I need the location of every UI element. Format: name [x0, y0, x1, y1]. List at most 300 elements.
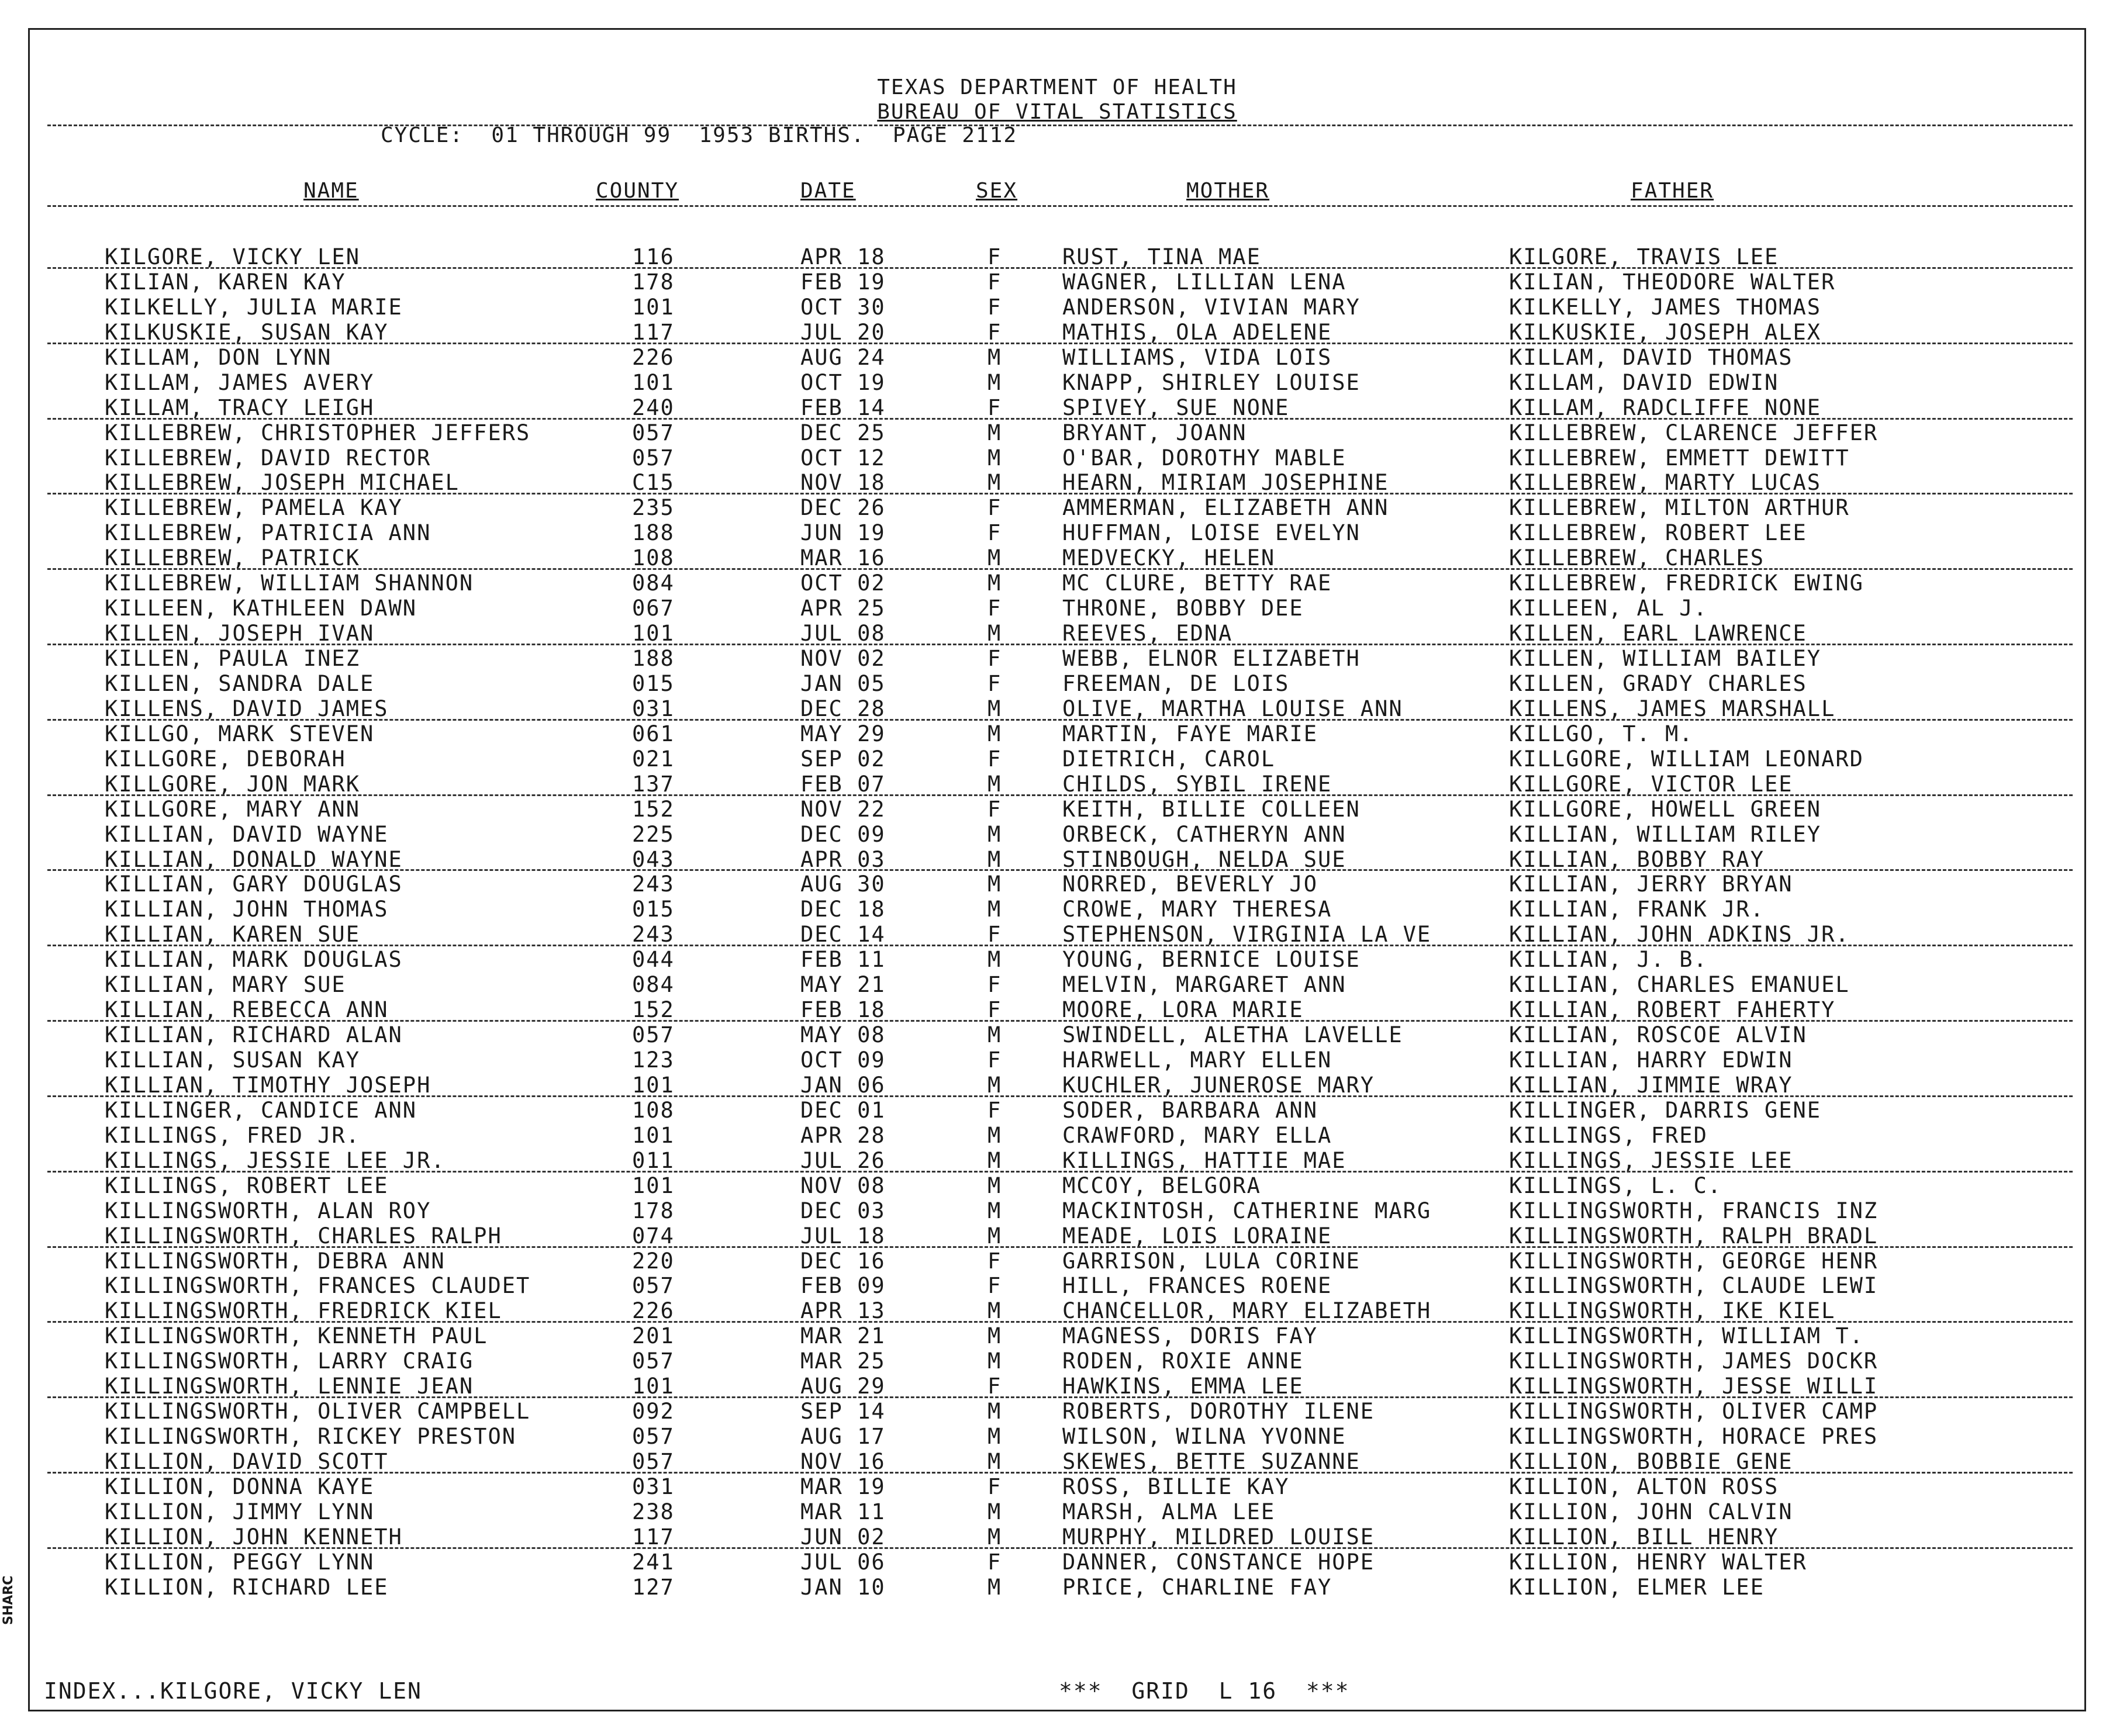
record-name: KILLION, DAVID SCOTT — [105, 1449, 389, 1474]
record-sex: M — [988, 1072, 1002, 1098]
record-county: 117 — [632, 1524, 675, 1550]
record-row — [30, 1149, 2084, 1174]
record-date: APR 13 — [800, 1298, 886, 1324]
record-date: MAR 21 — [800, 1323, 886, 1349]
record-mother: MC CLURE, BETTY RAE — [1062, 570, 1332, 596]
record-date: APR 25 — [800, 596, 886, 621]
record-mother: SPIVEY, SUE NONE — [1062, 395, 1290, 420]
record-county: 015 — [632, 670, 675, 696]
record-name: KILKELLY, JULIA MARIE — [105, 294, 403, 320]
record-mother: MATHIS, OLA ADELENE — [1062, 319, 1332, 345]
record-date: JUN 19 — [800, 520, 886, 546]
record-date: DEC 25 — [800, 420, 886, 445]
record-row — [30, 722, 2084, 747]
record-name: KILLEEN, KATHLEEN DAWN — [105, 596, 417, 621]
record-county: 021 — [632, 746, 675, 772]
record-mother: HEARN, MIRIAM JOSEPHINE — [1062, 470, 1389, 496]
record-name: KILLINGSWORTH, LENNIE JEAN — [105, 1374, 474, 1399]
record-county: 152 — [632, 997, 675, 1023]
record-name: KILLEBREW, WILLIAM SHANNON — [105, 570, 474, 596]
record-mother: ROSS, BILLIE KAY — [1062, 1474, 1290, 1499]
record-sex: M — [988, 545, 1002, 571]
record-row — [30, 270, 2084, 295]
record-row — [30, 1575, 2084, 1600]
record-date: DEC 26 — [800, 495, 886, 521]
record-row — [30, 621, 2084, 646]
record-county: 061 — [632, 721, 675, 746]
record-date: MAR 11 — [800, 1499, 886, 1524]
record-mother: HUFFMAN, LOISE EVELYN — [1062, 520, 1361, 546]
record-mother: FREEMAN, DE LOIS — [1062, 670, 1290, 696]
record-father: KILLINGER, DARRIS GENE — [1509, 1097, 1822, 1123]
record-date: JAN 10 — [800, 1574, 886, 1600]
record-father: KILLIAN, WILLIAM RILEY — [1509, 821, 1822, 847]
record-county: 057 — [632, 1449, 675, 1474]
record-name: KILLIAN, TIMOTHY JOSEPH — [105, 1072, 431, 1098]
record-name: KILLIAN, MARK DOUGLAS — [105, 947, 403, 973]
record-county: 084 — [632, 570, 675, 596]
record-mother: BRYANT, JOANN — [1062, 420, 1247, 445]
record-date: APR 28 — [800, 1122, 886, 1148]
record-row — [30, 446, 2084, 471]
record-name: KILLION, PEGGY LYNN — [105, 1549, 375, 1575]
record-date: MAY 08 — [800, 1022, 886, 1048]
record-father: KILLINGSWORTH, RALPH BRADL — [1509, 1223, 1879, 1249]
record-sex: M — [988, 696, 1002, 721]
record-date: JUL 20 — [800, 319, 886, 345]
record-sex: M — [988, 1348, 1002, 1374]
record-row — [30, 496, 2084, 521]
record-mother: STEPHENSON, VIRGINIA LA VE — [1062, 922, 1432, 947]
record-sex: M — [988, 1198, 1002, 1223]
record-row — [30, 571, 2084, 596]
record-row — [30, 421, 2084, 446]
record-name: KILLEBREW, PATRICK — [105, 545, 360, 571]
record-father: KILLEBREW, ROBERT LEE — [1509, 520, 1807, 546]
record-name: KILLINGSWORTH, FRANCES CLAUDET — [105, 1273, 531, 1299]
record-row — [30, 1274, 2084, 1299]
record-row — [30, 295, 2084, 320]
record-row — [30, 797, 2084, 822]
record-sex: M — [988, 1449, 1002, 1474]
record-mother: CHANCELLOR, MARY ELIZABETH — [1062, 1298, 1432, 1324]
grid-footer: *** GRID L 16 *** — [1059, 1678, 1350, 1704]
record-date: NOV 16 — [800, 1449, 886, 1474]
record-sex: M — [988, 846, 1002, 872]
record-sex: F — [988, 670, 1002, 696]
record-name: KILLGORE, JON MARK — [105, 771, 360, 797]
record-sex: M — [988, 771, 1002, 797]
record-row — [30, 345, 2084, 371]
record-mother: SWINDELL, ALETHA LAVELLE — [1062, 1022, 1403, 1048]
record-name: KILLION, JOHN KENNETH — [105, 1524, 403, 1550]
record-county: 117 — [632, 319, 675, 345]
record-father: KILLINGSWORTH, JAMES DOCKR — [1509, 1348, 1879, 1374]
record-name: KILLGO, MARK STEVEN — [105, 721, 375, 746]
record-row — [30, 973, 2084, 998]
record-father: KILLINGSWORTH, CLAUDE LEWI — [1509, 1273, 1879, 1299]
record-county: 225 — [632, 821, 675, 847]
record-sex: M — [988, 1574, 1002, 1600]
record-sex: M — [988, 1499, 1002, 1524]
record-name: KILLINGS, FRED JR. — [105, 1122, 360, 1148]
record-mother: SKEWES, BETTE SUZANNE — [1062, 1449, 1361, 1474]
record-father: KILLIAN, HARRY EDWIN — [1509, 1047, 1793, 1073]
record-name: KILLION, RICHARD LEE — [105, 1574, 389, 1600]
record-father: KILLGO, T. M. — [1509, 721, 1694, 746]
record-county: 127 — [632, 1574, 675, 1600]
record-mother: DANNER, CONSTANCE HOPE — [1062, 1549, 1375, 1575]
record-father: KILLAM, DAVID THOMAS — [1509, 344, 1793, 370]
record-name: KILKUSKIE, SUSAN KAY — [105, 319, 389, 345]
record-mother: MEADE, LOIS LORAINE — [1062, 1223, 1332, 1249]
record-name: KILLINGSWORTH, OLIVER CAMPBELL — [105, 1399, 531, 1424]
record-row — [30, 245, 2084, 270]
record-mother: CROWE, MARY THERESA — [1062, 897, 1332, 922]
record-county: 101 — [632, 1374, 675, 1399]
record-name: KILLINGSWORTH, LARRY CRAIG — [105, 1348, 474, 1374]
record-date: FEB 09 — [800, 1273, 886, 1299]
record-date: NOV 22 — [800, 796, 886, 822]
record-date: JUL 06 — [800, 1549, 886, 1575]
record-row — [30, 1023, 2084, 1048]
record-father: KILLAM, RADCLIFFE NONE — [1509, 395, 1822, 420]
record-county: 043 — [632, 846, 675, 872]
record-county: 178 — [632, 1198, 675, 1223]
record-father: KILLIAN, CHARLES EMANUEL — [1509, 972, 1850, 998]
record-county: 084 — [632, 972, 675, 998]
record-county: 188 — [632, 520, 675, 546]
record-county: 031 — [632, 696, 675, 721]
record-father: KILGORE, TRAVIS LEE — [1509, 244, 1779, 269]
record-row — [30, 1098, 2084, 1123]
record-county: 108 — [632, 1097, 675, 1123]
record-county: 057 — [632, 1022, 675, 1048]
record-row — [30, 1224, 2084, 1249]
record-county: 101 — [632, 1173, 675, 1198]
record-row — [30, 546, 2084, 571]
record-father: KILLION, JOHN CALVIN — [1509, 1499, 1793, 1524]
record-father: KILLEBREW, EMMETT DEWITT — [1509, 445, 1850, 471]
record-mother: MOORE, LORA MARIE — [1062, 997, 1304, 1023]
record-row — [30, 1349, 2084, 1374]
record-county: 057 — [632, 1348, 675, 1374]
record-row — [30, 922, 2084, 947]
record-date: DEC 03 — [800, 1198, 886, 1223]
record-county: 092 — [632, 1399, 675, 1424]
record-date: APR 18 — [800, 244, 886, 269]
record-mother: WEBB, ELNOR ELIZABETH — [1062, 646, 1361, 671]
record-sex: F — [988, 1474, 1002, 1499]
record-date: NOV 18 — [800, 470, 886, 496]
record-name: KILLAM, TRACY LEIGH — [105, 395, 375, 420]
record-name: KILLEBREW, PAMELA KAY — [105, 495, 403, 521]
record-date: DEC 09 — [800, 821, 886, 847]
record-row — [30, 1525, 2084, 1550]
record-name: KILLEBREW, DAVID RECTOR — [105, 445, 431, 471]
record-name: KILLIAN, SUSAN KAY — [105, 1047, 360, 1073]
record-row — [30, 521, 2084, 546]
record-sex: M — [988, 445, 1002, 471]
record-sex: F — [988, 1273, 1002, 1299]
record-name: KILLEN, SANDRA DALE — [105, 670, 375, 696]
record-row — [30, 897, 2084, 922]
record-sex: M — [988, 947, 1002, 973]
record-mother: THRONE, BOBBY DEE — [1062, 596, 1304, 621]
record-name: KILIAN, KAREN KAY — [105, 269, 346, 295]
record-county: 057 — [632, 1424, 675, 1450]
record-date: JUL 18 — [800, 1223, 886, 1249]
record-county: 116 — [632, 244, 675, 269]
record-sex: M — [988, 897, 1002, 922]
record-name: KILLINGSWORTH, DEBRA ANN — [105, 1248, 446, 1274]
record-date: SEP 02 — [800, 746, 886, 772]
record-sex: M — [988, 721, 1002, 746]
record-mother: NORRED, BEVERLY JO — [1062, 872, 1318, 897]
record-name: KILLIAN, KAREN SUE — [105, 922, 360, 947]
record-mother: AMMERMAN, ELIZABETH ANN — [1062, 495, 1389, 521]
record-father: KILLIAN, ROBERT FAHERTY — [1509, 997, 1836, 1023]
record-date: APR 03 — [800, 846, 886, 872]
record-date: DEC 01 — [800, 1097, 886, 1123]
record-sex: F — [988, 495, 1002, 521]
record-father: KILLAM, DAVID EDWIN — [1509, 369, 1779, 395]
record-row — [30, 1374, 2084, 1399]
record-county: 152 — [632, 796, 675, 822]
record-father: KILLGORE, WILLIAM LEONARD — [1509, 746, 1864, 772]
record-county: 226 — [632, 344, 675, 370]
record-mother: ORBECK, CATHERYN ANN — [1062, 821, 1346, 847]
record-sex: M — [988, 1173, 1002, 1198]
record-date: NOV 02 — [800, 646, 886, 671]
record-father: KILLGORE, VICTOR LEE — [1509, 771, 1793, 797]
record-county: 123 — [632, 1047, 675, 1073]
record-mother: PRICE, CHARLINE FAY — [1062, 1574, 1332, 1600]
column-header-county: COUNTY — [596, 179, 679, 203]
record-sex: M — [988, 1524, 1002, 1550]
record-date: DEC 16 — [800, 1248, 886, 1274]
record-county: 101 — [632, 621, 675, 646]
record-father: KILLIAN, JERRY BRYAN — [1509, 872, 1793, 897]
record-sex: M — [988, 1424, 1002, 1450]
record-county: 101 — [632, 294, 675, 320]
record-name: KILLINGS, ROBERT LEE — [105, 1173, 389, 1198]
record-father: KILLGORE, HOWELL GREEN — [1509, 796, 1822, 822]
record-date: JUN 02 — [800, 1524, 886, 1550]
record-mother: YOUNG, BERNICE LOUISE — [1062, 947, 1361, 973]
record-date: MAR 19 — [800, 1474, 886, 1499]
record-father: KILLEBREW, FREDRICK EWING — [1509, 570, 1864, 596]
record-father: KILLINGS, L. C. — [1509, 1173, 1722, 1198]
record-row — [30, 1324, 2084, 1349]
record-county: 240 — [632, 395, 675, 420]
record-county: 031 — [632, 1474, 675, 1499]
record-row — [30, 320, 2084, 345]
record-sex: M — [988, 872, 1002, 897]
record-county: C15 — [632, 470, 675, 496]
record-row — [30, 848, 2084, 873]
record-sex: F — [988, 922, 1002, 947]
record-county: 011 — [632, 1147, 675, 1173]
cycle-line: CYCLE: 01 THROUGH 99 1953 BIRTHS. PAGE 2112 — [381, 123, 1017, 147]
record-sex: F — [988, 746, 1002, 772]
record-father: KILLEBREW, CLARENCE JEFFER — [1509, 420, 1879, 445]
record-mother: MAGNESS, DORIS FAY — [1062, 1323, 1318, 1349]
record-father: KILLEBREW, CHARLES — [1509, 545, 1765, 571]
record-father: KILLINGSWORTH, GEORGE HENR — [1509, 1248, 1879, 1274]
record-name: KILLION, JIMMY LYNN — [105, 1499, 375, 1524]
record-father: KILLION, ELMER LEE — [1509, 1574, 1765, 1600]
record-father: KILLIAN, JOHN ADKINS JR. — [1509, 922, 1850, 947]
record-row — [30, 1123, 2084, 1149]
record-mother: RUST, TINA MAE — [1062, 244, 1261, 269]
record-father: KILLINGSWORTH, HORACE PRES — [1509, 1424, 1879, 1450]
column-header-name: NAME — [303, 179, 359, 203]
record-mother: DIETRICH, CAROL — [1062, 746, 1276, 772]
record-sex: M — [988, 1399, 1002, 1424]
record-name: KILLINGSWORTH, RICKEY PRESTON — [105, 1424, 517, 1450]
record-county: 188 — [632, 646, 675, 671]
record-date: OCT 12 — [800, 445, 886, 471]
record-sex: M — [988, 344, 1002, 370]
record-mother: KNAPP, SHIRLEY LOUISE — [1062, 369, 1361, 395]
record-mother: STINBOUGH, NELDA SUE — [1062, 846, 1346, 872]
record-date: SEP 14 — [800, 1399, 886, 1424]
record-row — [30, 1475, 2084, 1500]
record-date: AUG 17 — [800, 1424, 886, 1450]
record-name: KILLEN, PAULA INEZ — [105, 646, 360, 671]
record-sex: M — [988, 621, 1002, 646]
record-mother: MARTIN, FAYE MARIE — [1062, 721, 1318, 746]
column-header-divider — [47, 205, 2073, 207]
record-date: JUL 26 — [800, 1147, 886, 1173]
index-footer: INDEX...KILGORE, VICKY LEN — [44, 1678, 422, 1704]
record-father: KILLEN, EARL LAWRENCE — [1509, 621, 1807, 646]
record-father: KILLION, HENRY WALTER — [1509, 1549, 1807, 1575]
record-sex: F — [988, 646, 1002, 671]
record-father: KILLINGSWORTH, OLIVER CAMP — [1509, 1399, 1879, 1424]
record-sex: F — [988, 319, 1002, 345]
record-row — [30, 1048, 2084, 1073]
record-father: KILKUSKIE, JOSEPH ALEX — [1509, 319, 1822, 345]
record-mother: WAGNER, LILLIAN LENA — [1062, 269, 1346, 295]
record-mother: HILL, FRANCES ROENE — [1062, 1273, 1332, 1299]
record-date: FEB 19 — [800, 269, 886, 295]
record-row — [30, 1299, 2084, 1324]
record-name: KILLINGSWORTH, CHARLES RALPH — [105, 1223, 502, 1249]
record-name: KILLIAN, GARY DOUGLAS — [105, 872, 403, 897]
record-county: 108 — [632, 545, 675, 571]
record-row — [30, 1424, 2084, 1450]
record-mother: WILSON, WILNA YVONNE — [1062, 1424, 1346, 1450]
record-father: KILLINGSWORTH, WILLIAM T. — [1509, 1323, 1864, 1349]
record-date: OCT 19 — [800, 369, 886, 395]
record-county: 137 — [632, 771, 675, 797]
record-row — [30, 697, 2084, 722]
record-mother: WILLIAMS, VIDA LOIS — [1062, 344, 1332, 370]
header-divider — [47, 125, 2073, 126]
record-name: KILLIAN, DAVID WAYNE — [105, 821, 389, 847]
record-name: KILLEBREW, CHRISTOPHER JEFFERS — [105, 420, 531, 445]
record-date: FEB 14 — [800, 395, 886, 420]
record-county: 178 — [632, 269, 675, 295]
record-sex: M — [988, 570, 1002, 596]
record-mother: KUCHLER, JUNEROSE MARY — [1062, 1072, 1375, 1098]
record-date: FEB 11 — [800, 947, 886, 973]
record-county: 243 — [632, 922, 675, 947]
record-county: 201 — [632, 1323, 675, 1349]
record-father: KILLEN, WILLIAM BAILEY — [1509, 646, 1822, 671]
record-mother: MARSH, ALMA LEE — [1062, 1499, 1276, 1524]
record-mother: ANDERSON, VIVIAN MARY — [1062, 294, 1361, 320]
record-sex: M — [988, 1223, 1002, 1249]
document-page — [28, 28, 2086, 1711]
record-row — [30, 947, 2084, 973]
record-name: KILLINGSWORTH, ALAN ROY — [105, 1198, 431, 1223]
record-father: KILLINGS, JESSIE LEE — [1509, 1147, 1793, 1173]
record-date: MAR 25 — [800, 1348, 886, 1374]
record-row — [30, 396, 2084, 421]
record-father: KILLENS, JAMES MARSHALL — [1509, 696, 1836, 721]
record-sex: F — [988, 972, 1002, 998]
record-sex: F — [988, 1374, 1002, 1399]
record-name: KILLEBREW, JOSEPH MICHAEL — [105, 470, 460, 496]
record-mother: MACKINTOSH, CATHERINE MARG — [1062, 1198, 1432, 1223]
record-name: KILLGORE, MARY ANN — [105, 796, 360, 822]
record-date: MAY 29 — [800, 721, 886, 746]
record-county: 220 — [632, 1248, 675, 1274]
record-name: KILLIAN, RICHARD ALAN — [105, 1022, 403, 1048]
record-father: KILLIAN, J. B. — [1509, 947, 1708, 973]
record-mother: MCCOY, BELGORA — [1062, 1173, 1261, 1198]
record-sex: F — [988, 1047, 1002, 1073]
record-name: KILLAM, DON LYNN — [105, 344, 332, 370]
record-father: KILLIAN, FRANK JR. — [1509, 897, 1765, 922]
column-header-date: DATE — [800, 179, 856, 203]
record-name: KILLINGSWORTH, KENNETH PAUL — [105, 1323, 488, 1349]
record-father: KILLINGSWORTH, IKE KIEL — [1509, 1298, 1836, 1324]
column-header-sex: SEX — [976, 179, 1018, 203]
record-mother: ROBERTS, DOROTHY ILENE — [1062, 1399, 1375, 1424]
record-sex: F — [988, 1248, 1002, 1274]
record-mother: CHILDS, SYBIL IRENE — [1062, 771, 1332, 797]
record-date: MAY 21 — [800, 972, 886, 998]
record-date: OCT 30 — [800, 294, 886, 320]
record-date: DEC 28 — [800, 696, 886, 721]
record-date: DEC 14 — [800, 922, 886, 947]
record-sex: M — [988, 1147, 1002, 1173]
record-sex: F — [988, 269, 1002, 295]
record-date: OCT 02 — [800, 570, 886, 596]
record-name: KILLINGER, CANDICE ANN — [105, 1097, 417, 1123]
record-row — [30, 872, 2084, 897]
record-father: KILLIAN, ROSCOE ALVIN — [1509, 1022, 1807, 1048]
record-date: AUG 30 — [800, 872, 886, 897]
record-sex: F — [988, 596, 1002, 621]
record-mother: HAWKINS, EMMA LEE — [1062, 1374, 1304, 1399]
record-row — [30, 998, 2084, 1023]
record-father: KILLEBREW, MARTY LUCAS — [1509, 470, 1822, 496]
record-row — [30, 1399, 2084, 1424]
record-name: KILLIAN, REBECCA ANN — [105, 997, 389, 1023]
record-sex: F — [988, 520, 1002, 546]
record-mother: RODEN, ROXIE ANNE — [1062, 1348, 1304, 1374]
record-mother: O'BAR, DOROTHY MABLE — [1062, 445, 1346, 471]
record-sex: F — [988, 1097, 1002, 1123]
record-sex: M — [988, 821, 1002, 847]
record-father: KILLION, BILL HENRY — [1509, 1524, 1779, 1550]
record-mother: CRAWFORD, MARY ELLA — [1062, 1122, 1332, 1148]
